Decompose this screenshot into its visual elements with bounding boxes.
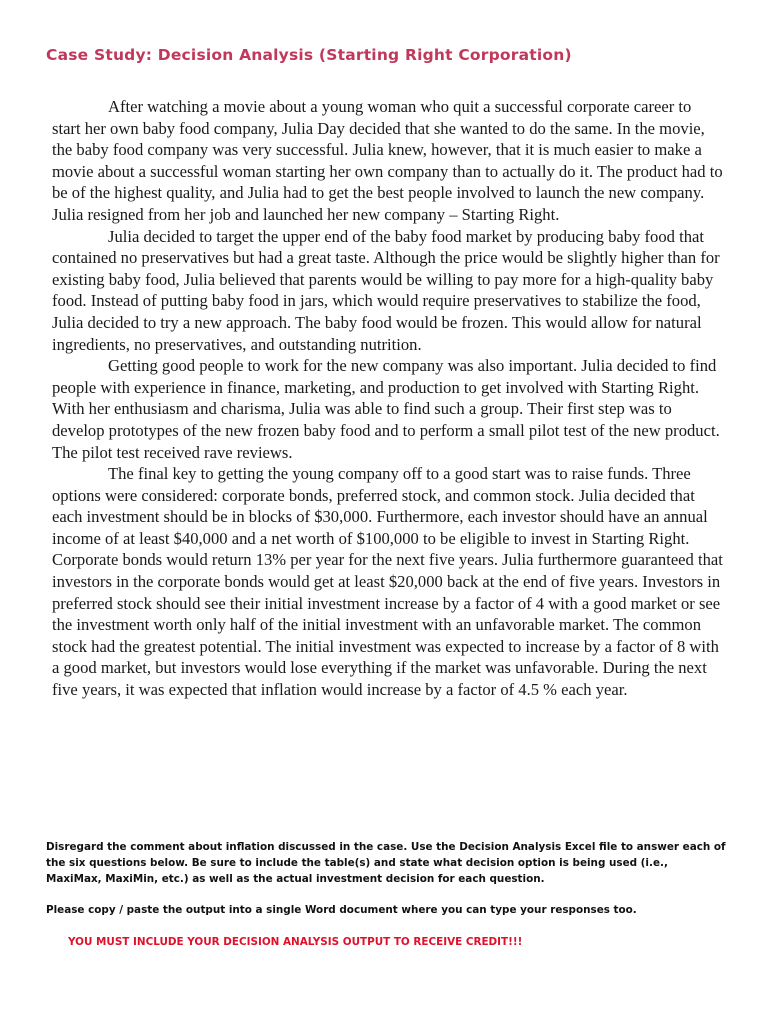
assignment-instructions — [46, 839, 726, 887]
paragraph-team: Getting good people to work for the new company was also important. Julia decided to find people with experience in finance, marketing, and production to get involved with Starting Right. With her enthusiasm and charisma, Julia was able to find such a group. Their first step was to develop prototypes of the new frozen baby food and to perform a small pilot test of the new product. The pilot test received rave reviews. — [52, 356, 720, 462]
paragraph-movie-inspiration: After watching a movie about a young woman who quit a successful corporate career to start her own baby food company, Julia Day decided that she wanted to do the same. In the movie, the baby food company was very successful. Julia knew, however, that it is much easier to make a movie about a successful woman starting her own company than to actually do it. The product had to be of the highest quality, and Julia had to get the best people involved to launch the new company. Julia resigned from her job and launched her new company – Starting Right. — [52, 97, 723, 224]
case-study-title: Case Study: Decision Analysis (Starting Right Corporation) — [46, 46, 572, 64]
paragraph-market-target: Julia decided to target the upper end of the baby food market by producing baby food that contained no preservatives but had a great taste. Although the price would be slightly higher than for existing baby food, Julia believed that parents would be willing to pay more for a high-quality baby food. Instead of putting baby food in jars, which would require preservatives to stabilize the food, Julia decided to try a new approach. The baby food would be frozen. This would allow for natural ingredients, no preservatives, and outstanding nutrition. — [52, 226, 720, 354]
copy-paste-note: Please copy / paste the output into a single Word document where you can type your responses too. — [46, 904, 637, 916]
credit-warning: YOU MUST INCLUDE YOUR DECISION ANALYSIS OUTPUT TO RECEIVE CREDIT!!! — [68, 936, 523, 948]
instructions-text: Disregard the comment about inflation discussed in the case. Use the Decision Analysis Excel file to answer each of the six questions below. Be sure to include the table(s) and state what decision option is being used (i.e., MaxiMax, MaxiMin, etc.) as well as the actual investment decision for each question. — [46, 841, 726, 885]
case-body — [52, 96, 724, 701]
paragraph-funding-options: The final key to getting the young company off to a good start was to raise funds. Three options were considered: corporate bonds, preferred stock, and common stock. Julia decided that each investment should be in blocks of $30,000. Furthermore, each investor should have an annual income of at least $40,000 and a net worth of $100,000 to be eligible to invest in Starting Right. Corporate bonds would return 13% per year for the next five years. Julia furthermore guaranteed that investors in the corporate bonds would get at least $20,000 back at the end of five years. Investors in preferred stock should see their initial investment increase by a factor of 4 with a good market or see the investment worth only half of the initial investment with an unfavorable market. The common stock had the greatest potential. The initial investment was expected to increase by a factor of 8 with a good market, but investors would lose everything if the market was unfavorable. During the next five years, it was expected that inflation would increase by a factor of 4.5 % each year. — [52, 464, 723, 700]
